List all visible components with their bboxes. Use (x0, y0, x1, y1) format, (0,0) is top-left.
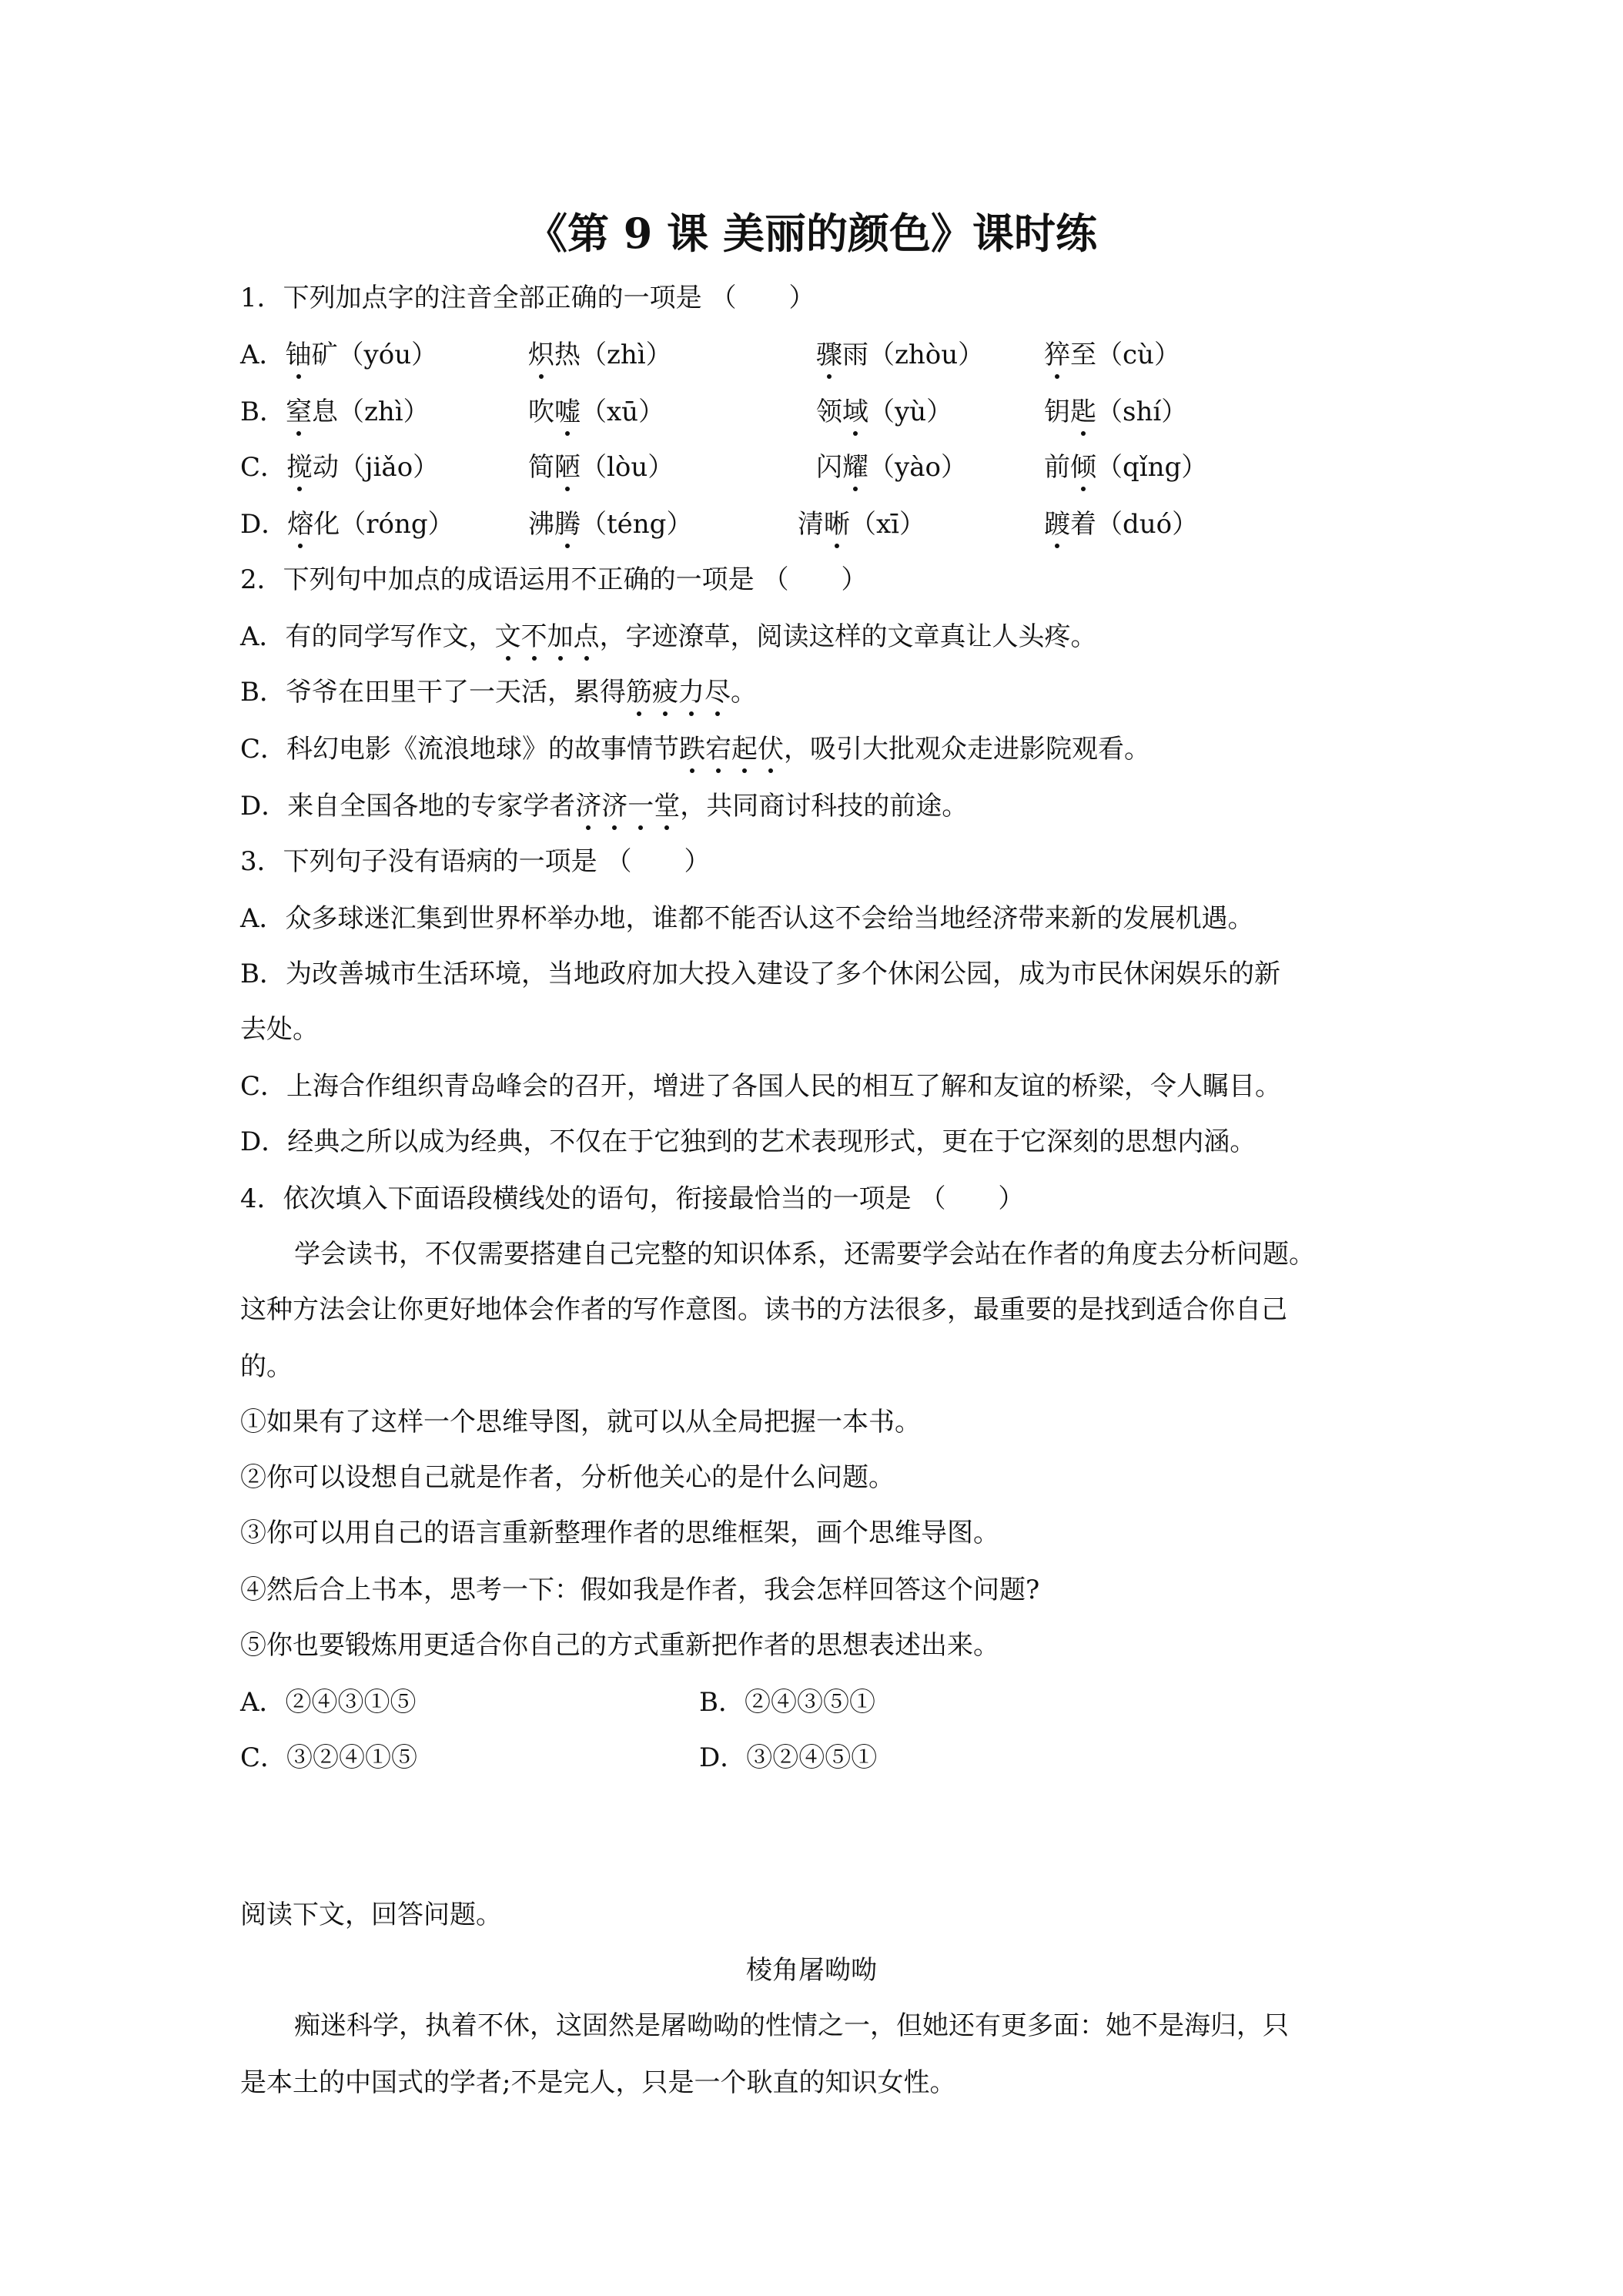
reading-title: 棱角屠呦呦 (746, 1955, 877, 1986)
q4-option-a: A．②④③①⑤ (240, 1687, 417, 1718)
q2-option-a: A．有的同学写作文，文不加点，字迹潦草，阅读这样的文章真让人头疼。 (240, 618, 1097, 656)
q1-option-b-4: 钥匙（shí） (1044, 393, 1187, 431)
q3-option-b: B．为改善城市生活环境，当地政府加大投入建设了多个休闲公园，成为市民休闲娱乐的新 (240, 959, 1280, 989)
q1-stem: 1．下列加点字的注音全部正确的一项是 （ ） (240, 283, 815, 313)
q4-option-c: C．③②④①⑤ (240, 1742, 418, 1773)
q1-option-d-3: 清晰（xī） (798, 505, 925, 544)
reading-intro: 阅读下文，回答问题。 (240, 1899, 502, 1930)
q4-item-3: ③你可以用自己的语言重新整理作者的思维框架，画个思维导图。 (240, 1518, 999, 1548)
q4-item-4: ④然后合上书本，思考一下：假如我是作者，我会怎样回答这个问题? (240, 1575, 1040, 1605)
emphasis-dot-char: 力 (678, 673, 704, 711)
q1-option-a-1: A．铀矿（yóu） (240, 336, 437, 374)
q1-option-c-1: C．搅动（jiǎo） (240, 448, 439, 487)
q2-option-d: D．来自全国各地的专家学者济济一堂，共同商讨科技的前途。 (240, 787, 968, 825)
q1-option-b-1: B．窒息（zhì） (240, 393, 430, 431)
q4-item-1: ①如果有了这样一个思维导图，就可以从全局把握一本书。 (240, 1407, 921, 1438)
emphasis-dot-char: 宕 (705, 730, 731, 768)
emphasis-dot-char: 跌 (679, 730, 705, 768)
q2-option-c: C．科幻电影《流浪地球》的故事情节跌宕起伏，吸引大批观众走进影院观看。 (240, 730, 1150, 768)
reading-paragraph-line-2: 是本土的中国式的学者;不是完人，只是一个耿直的知识女性。 (240, 2067, 956, 2098)
q2-stem: 2．下列句中加点的成语运用不正确的一项是 （ ） (240, 564, 868, 595)
q1-option-c-2: 简陋（lòu） (528, 448, 674, 487)
q4-item-2: ②你可以设想自己就是作者，分析他关心的是什么问题。 (240, 1462, 895, 1493)
q2-option-b: B．爷爷在田里干了一天活，累得筋疲力尽。 (240, 673, 757, 711)
emphasis-dot-char: 堂 (654, 787, 680, 825)
q1-option-b-3: 领域（yù） (816, 393, 952, 431)
emphasis-dot-char: 点 (574, 618, 600, 656)
emphasis-dot-char: 一 (627, 787, 654, 825)
emphasis-dot-char: 文 (495, 618, 521, 656)
emphasis-dot-char: 不 (521, 618, 547, 656)
q2-option-c-idiom (679, 734, 784, 765)
emphasis-dot-char: 起 (731, 730, 758, 768)
q1-option-d-1: D．熔化（róng） (240, 505, 454, 544)
q1-option-c-3: 闪耀（yào） (816, 448, 967, 487)
q2-option-d-idiom (575, 791, 680, 822)
q1-option-a-3: 骤雨（zhòu） (816, 336, 984, 374)
q4-item-5: ⑤你也要锻炼用更适合你自己的方式重新把作者的思想表述出来。 (240, 1630, 999, 1661)
emphasis-dot-char: 济 (601, 787, 627, 825)
q1-option-a-2: 炽热（zhì） (528, 336, 672, 374)
q1-option-b-2: 吹嘘（xū） (528, 393, 664, 431)
emphasis-dot-char: 伏 (758, 730, 784, 768)
q1-option-c-4: 前倾（qǐng） (1044, 448, 1207, 487)
q4-paragraph-line-1: 学会读书，不仅需要搭建自己完整的知识体系，还需要学会站在作者的角度去分析问题。 (294, 1239, 1315, 1270)
emphasis-dot-char: 济 (575, 787, 601, 825)
emphasis-dot-char: 疲 (652, 673, 678, 711)
q1-option-a-4: 猝至（cù） (1044, 336, 1180, 374)
emphasis-dot-char: 尽 (704, 673, 731, 711)
q4-paragraph-line-2: 这种方法会让你更好地体会作者的写作意图。读书的方法很多，最重要的是找到适合你自己 (240, 1294, 1287, 1325)
q3-option-a: A．众多球迷汇集到世界杯举办地，谁都不能否认这不会给当地经济带来新的发展机遇。 (240, 903, 1254, 934)
q4-paragraph-line-3: 的。 (240, 1351, 293, 1382)
q3-option-d: D．经典之所以成为经典，不仅在于它独到的艺术表现形式，更在于它深刻的思想内涵。 (240, 1126, 1257, 1157)
q3-option-c: C．上海合作组织青岛峰会的召开，增进了各国人民的相互了解和友谊的桥梁，令人瞩目。 (240, 1071, 1282, 1102)
reading-paragraph-line-1: 痴迷科学，执着不休，这固然是屠呦呦的性情之一，但她还有更多面：她不是海归，只 (294, 2010, 1289, 2041)
q1-option-d-2: 沸腾（téng） (528, 505, 692, 544)
q4-stem: 4．依次填入下面语段横线处的语句，衔接最恰当的一项是 （ ） (240, 1183, 1025, 1214)
emphasis-dot-char: 加 (547, 618, 574, 656)
q3-stem: 3．下列句子没有语病的一项是 （ ） (240, 846, 711, 877)
q3-option-b-cont: 去处。 (240, 1014, 319, 1045)
q2-option-b-idiom (626, 677, 731, 708)
page-title: 《第 9 课 美丽的颜色》课时练 (526, 209, 1097, 258)
emphasis-dot-char: 筋 (626, 673, 652, 711)
q4-option-d: D．③②④⑤① (699, 1742, 878, 1773)
q2-option-a-idiom (495, 621, 600, 652)
q4-option-b: B．②④③⑤① (699, 1687, 875, 1718)
q1-option-d-4: 踱着（duó） (1044, 505, 1198, 544)
